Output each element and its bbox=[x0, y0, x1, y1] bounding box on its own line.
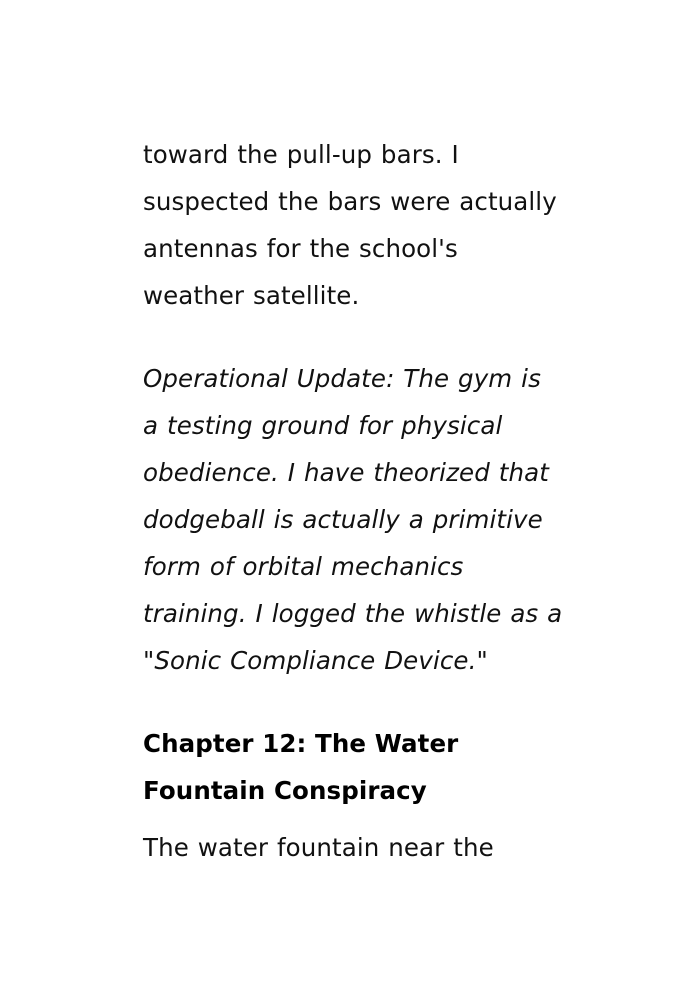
operational-update-paragraph: Operational Update: The gym is a testing ground for physical obedience. I have theorized that dodgeball is actually a primitive form of orbital mechanics training. I logged the whistle as a "Sonic Compliance Device." bbox=[143, 364, 563, 675]
chapter-heading: Chapter 12: The Water Fountain Conspiracy bbox=[143, 729, 459, 805]
continuation-paragraph: toward the pull-up bars. I suspected the bars were actually antennas for the school's weather satellite. bbox=[143, 140, 557, 310]
text-column bbox=[143, 131, 563, 871]
closing-paragraph: The water fountain near the bbox=[143, 833, 494, 862]
